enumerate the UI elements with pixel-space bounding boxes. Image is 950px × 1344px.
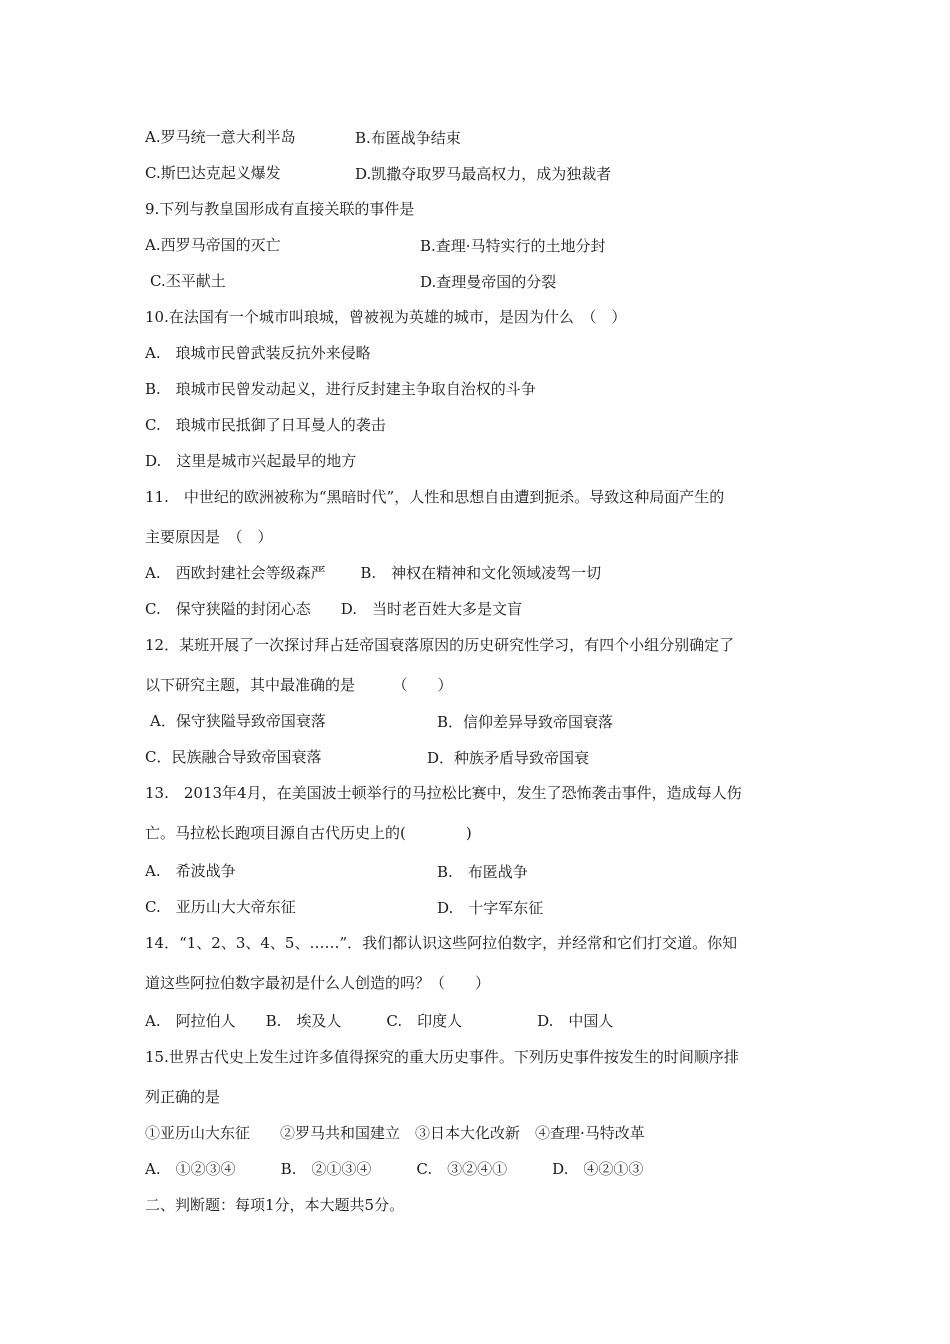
- q12-option-b: B．信仰差异导致帝国衰落: [437, 713, 614, 731]
- q14-options: A. 阿拉伯人 B. 埃及人 C. 印度人 D. 中国人: [145, 1012, 614, 1030]
- q15-options: A. ①②③④ B. ②①③④ C. ③②④① D. ④②①③: [145, 1160, 644, 1178]
- q15-stem-line1: 15.世界古代史上发生过许多值得探究的重大历史事件。下列历史事件按发生的时间顺序排: [145, 1048, 739, 1066]
- q12-stem-line2: 以下研究主题，其中最准确的是 （ ）: [145, 676, 453, 694]
- q13-option-a: A. 希波战争: [145, 862, 236, 880]
- q12-option-d: D．种族矛盾导致帝国衰: [427, 749, 590, 767]
- q11-options-cd: C. 保守狭隘的封闭心态 D. 当时老百姓大多是文盲: [145, 600, 522, 618]
- q13-option-d: D. 十字军东征: [437, 899, 544, 917]
- q15-stem-line2: 列正确的是: [145, 1088, 221, 1106]
- q10-option-d: D. 这里是城市兴起最早的地方: [145, 452, 357, 470]
- q8-option-b: B.布匿战争结束: [355, 129, 461, 147]
- q10-option-a: A. 琅城市民曾武装反抗外来侵略: [145, 344, 371, 362]
- q14-stem-line2: 道这些阿拉伯数字最初是什么人创造的吗？（ ）: [145, 974, 491, 992]
- q12-stem-line1: 12．某班开展了一次探讨拜占廷帝国衰落原因的历史研究性学习，有四个小组分别确定了: [145, 636, 735, 654]
- q11-stem-line2: 主要原因是 （ ）: [145, 528, 273, 546]
- q8-option-c: C.斯巴达克起义爆发: [145, 164, 281, 182]
- q13-stem-line2: 亡。马拉松长跑项目源自古代历史上的( ): [145, 824, 472, 842]
- q13-option-b: B. 布匿战争: [437, 863, 528, 881]
- q9-option-c: C.丕平献土: [150, 272, 226, 290]
- q8-option-d: D.凯撒夺取罗马最高权力，成为独裁者: [355, 165, 612, 183]
- q9-stem: 9.下列与教皇国形成有直接关联的事件是: [145, 200, 415, 218]
- q13-option-c: C. 亚历山大大帝东征: [145, 898, 296, 916]
- q10-option-c: C. 琅城市民抵御了日耳曼人的袭击: [145, 416, 386, 434]
- q12-option-a: A．保守狭隘导致帝国衰落: [150, 712, 326, 730]
- q13-stem-line1: 13. 2013年4月，在美国波士顿举行的马拉松比赛中，发生了恐怖袭击事件，造成每人伤: [145, 784, 742, 802]
- q12-option-c: C．民族融合导致帝国衰落: [145, 748, 322, 766]
- q15-events: ①亚历山大东征 ②罗马共和国建立 ③日本大化改新 ④查理·马特改革: [145, 1124, 645, 1142]
- q14-stem-line1: 14．“1、2、3、4、5、……”．我们都认识这些阿拉伯数字，并经常和它们打交道。你知: [145, 934, 738, 952]
- section-2-heading: 二、判断题：每项1分，本大题共5分。: [145, 1196, 405, 1214]
- q9-option-d: D.查理曼帝国的分裂: [420, 273, 557, 291]
- q10-stem: 10.在法国有一个城市叫琅城，曾被视为英雄的城市，是因为什么 （ ）: [145, 308, 627, 326]
- q9-option-a: A.西罗马帝国的灭亡: [145, 236, 281, 254]
- q9-option-b: B.查理·马特实行的土地分封: [420, 237, 606, 255]
- q11-stem-line1: 11. 中世纪的欧洲被称为“黑暗时代”，人性和思想自由遭到扼杀。导致这种局面产生的: [145, 488, 725, 506]
- q10-option-b: B. 琅城市民曾发动起义，进行反封建主争取自治权的斗争: [145, 380, 536, 398]
- q11-options-ab: A. 西欧封建社会等级森严 B. 神权在精神和文化领域凌驾一切: [145, 564, 602, 582]
- q8-option-a: A.罗马统一意大利半岛: [145, 128, 296, 146]
